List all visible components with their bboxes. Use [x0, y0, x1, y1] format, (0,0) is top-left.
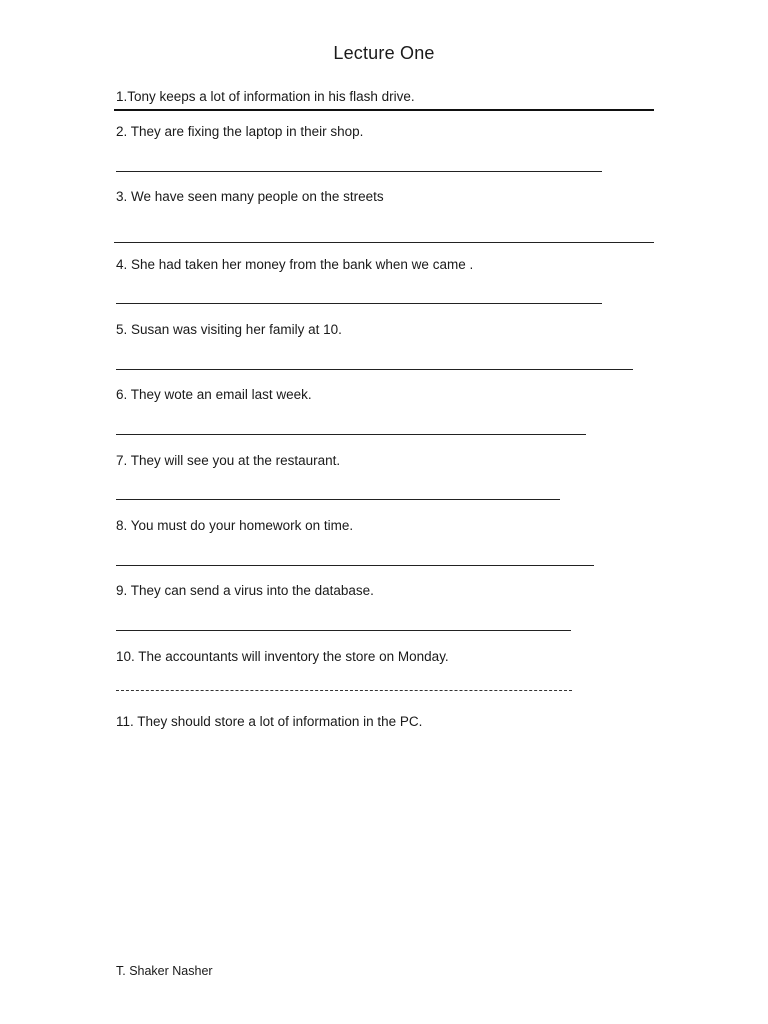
answer-line-9: [116, 630, 571, 631]
answer-line-7: [116, 499, 560, 500]
author-footer: T. Shaker Nasher: [116, 964, 213, 978]
sentence-7: 7. They will see you at the restaurant.: [116, 453, 341, 468]
page-title: Lecture One: [333, 43, 435, 63]
sentence-3: 3. We have seen many people on the streets: [116, 189, 384, 204]
sentence-5: 5. Susan was visiting her family at 10.: [116, 322, 342, 337]
answer-line-2: [116, 171, 602, 172]
sentence-6: 6. They wote an email last week.: [116, 387, 312, 402]
sentence-11: 11. They should store a lot of information in the PC.: [116, 714, 423, 729]
sentence-4: 4. She had taken her money from the bank when we came .: [116, 257, 474, 272]
answer-line-8: [116, 565, 594, 566]
answer-line-3: [114, 242, 654, 243]
sentence-8: 8. You must do your homework on time.: [116, 518, 354, 533]
sentence-1: 1.Tony keeps a lot of information in his flash drive.: [116, 89, 415, 104]
answer-line-10: [116, 690, 572, 691]
answer-line-4: [116, 303, 602, 304]
sentence-2: 2. They are fixing the laptop in their shop.: [116, 124, 364, 139]
answer-line-6: [116, 434, 586, 435]
sentence-10: 10. The accountants will inventory the store on Monday.: [116, 649, 449, 664]
sentence-9: 9. They can send a virus into the database.: [116, 583, 374, 598]
answer-line-5: [116, 369, 633, 370]
answer-line-1: [114, 109, 654, 111]
